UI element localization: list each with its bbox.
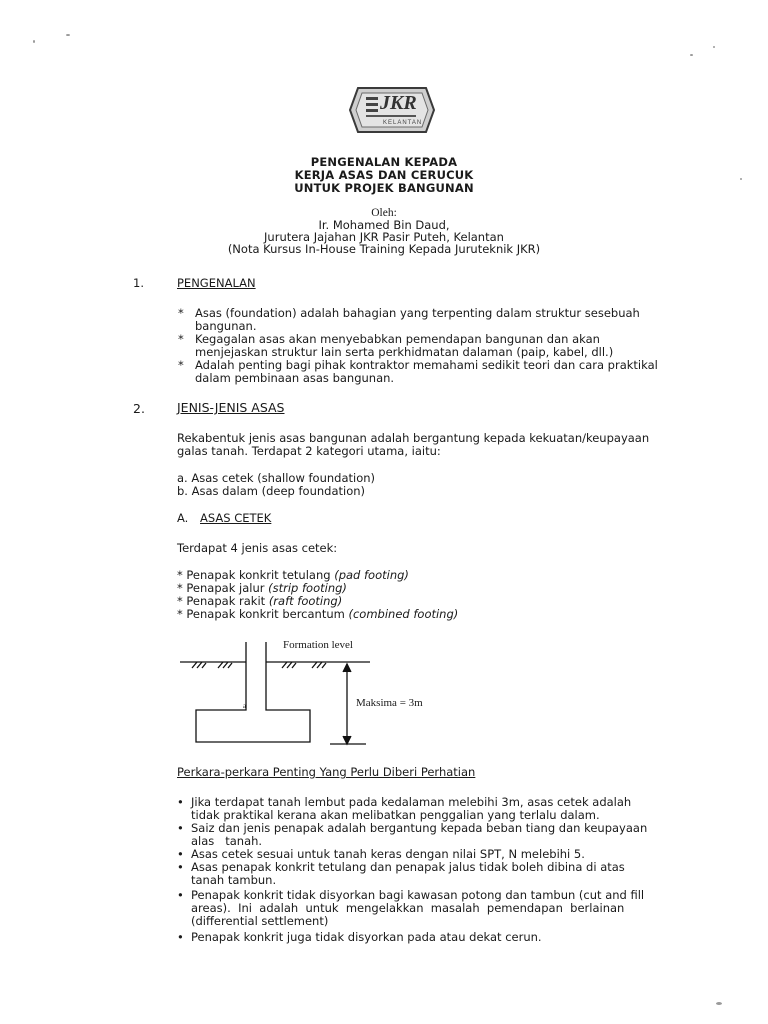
doc-title-line-1: PENGENALAN KEPADA (310, 155, 458, 169)
category-item: a. Asas cetek (shallow foundation) (177, 471, 376, 485)
scan-speck (33, 40, 35, 43)
considerations-heading: Perkara-perkara Penting Yang Perlu Diberi Perhatian (177, 765, 476, 779)
author-label: Oleh: (371, 207, 397, 219)
consideration-text: alas tanah. (191, 834, 263, 848)
section-2-intro-line-1: Rekabentuk jenis asas bangunan adalah bergantung kepada kekuatan/keupayaan (177, 431, 650, 445)
logo-main-text: JKR (380, 92, 417, 114)
jkr-logo (348, 84, 436, 136)
consideration-text: Jika terdapat tanah lembut pada kedalaman melebihi 3m, asas cetek adalah (191, 795, 632, 809)
section-2-number: 2. (133, 401, 145, 416)
section-1-number: 1. (133, 276, 144, 290)
diagram-mark: a (243, 702, 247, 710)
bullet-dot: • (177, 860, 184, 874)
section-2-intro-line-2: galas tanah. Terdapat 2 kategori utama, iaitu: (177, 444, 441, 458)
bullet-text: Asas (foundation) adalah bahagian yang terpenting dalam struktur sesebuah (195, 306, 640, 320)
category-item: b. Asas dalam (deep foundation) (177, 484, 366, 498)
subsection-heading: ASAS CETEK (200, 511, 272, 525)
max-depth-label: Maksima = 3m (356, 697, 423, 709)
subsection-letter: A. (177, 511, 189, 525)
footing-type-item: * Penapak rakit (raft footing) (177, 594, 343, 608)
consideration-text: Saiz dan jenis penapak adalah bergantung kepada beban tiang dan keupayaan (191, 821, 648, 835)
bullet-dot: • (177, 930, 184, 944)
author-name: Ir. Mohamed Bin Daud, (318, 218, 450, 232)
pad-footing-diagram (170, 630, 460, 755)
scan-speck (690, 54, 693, 56)
consideration-text: Asas penapak konkrit tetulang dan penapak jalus tidak boleh dibina di atas (191, 860, 625, 874)
scan-speck (66, 34, 70, 36)
consideration-text: areas). Ini adalah untuk mengelakkan masalah pemendapan berlainan (191, 901, 625, 915)
doc-title-line-3: UNTUK PROJEK BANGUNAN (294, 181, 474, 195)
footing-type-item: * Penapak konkrit bercantum (combined footing) (177, 607, 459, 621)
bullet-dot: • (177, 821, 184, 835)
types-intro: Terdapat 4 jenis asas cetek: (177, 541, 338, 555)
section-1-heading: PENGENALAN (177, 276, 256, 290)
bullet-text: bangunan. (195, 319, 257, 333)
consideration-text: Penapak konkrit juga tidak disyorkan pada atau dekat cerun. (191, 930, 542, 944)
consideration-text: Asas cetek sesuai untuk tanah keras dengan nilai SPT, N melebihi 5. (191, 847, 585, 861)
bullet-marker: * (178, 306, 184, 320)
author-note: (Nota Kursus In-House Training Kepada Juruteknik JKR) (227, 242, 541, 256)
consideration-text: tanah tambun. (191, 873, 277, 887)
bullet-text: menjejaskan struktur lain serta perkhidmatan dalaman (paip, kabel, dll.) (195, 345, 614, 359)
consideration-text: Penapak konkrit tidak disyorkan bagi kawasan potong dan tambun (cut and fill (191, 888, 645, 902)
bullet-text: dalam pembinaan asas bangunan. (195, 371, 395, 385)
bullet-text: Adalah penting bagi pihak kontraktor memahami sedikit teori dan cara praktikal (195, 358, 658, 372)
bullet-dot: • (177, 888, 184, 902)
doc-title-line-2: KERJA ASAS DAN CERUCUK (294, 168, 474, 182)
scan-speck (713, 46, 715, 48)
bullet-dot: • (177, 847, 184, 861)
bullet-text: Kegagalan asas akan menyebabkan pemendapan bangunan dan akan (195, 332, 600, 346)
bullet-marker: * (178, 358, 184, 372)
logo-sub-text: KELANTAN (383, 120, 423, 126)
formation-level-label: Formation level (283, 639, 353, 651)
consideration-text: (differential settlement) (191, 914, 329, 928)
author-position: Jurutera Jajahan JKR Pasir Puteh, Kelantan (264, 230, 504, 244)
footing-type-item: * Penapak jalur (strip footing) (177, 581, 347, 595)
consideration-text: tidak praktikal kerana akan melibatkan penggalian yang terlalu dalam. (191, 808, 600, 822)
scan-speck (716, 1002, 722, 1005)
section-2-heading: JENIS-JENIS ASAS (177, 400, 285, 415)
bullet-dot: • (177, 795, 184, 809)
footing-type-item: * Penapak konkrit tetulang (pad footing) (177, 568, 409, 582)
bullet-marker: * (178, 332, 184, 346)
